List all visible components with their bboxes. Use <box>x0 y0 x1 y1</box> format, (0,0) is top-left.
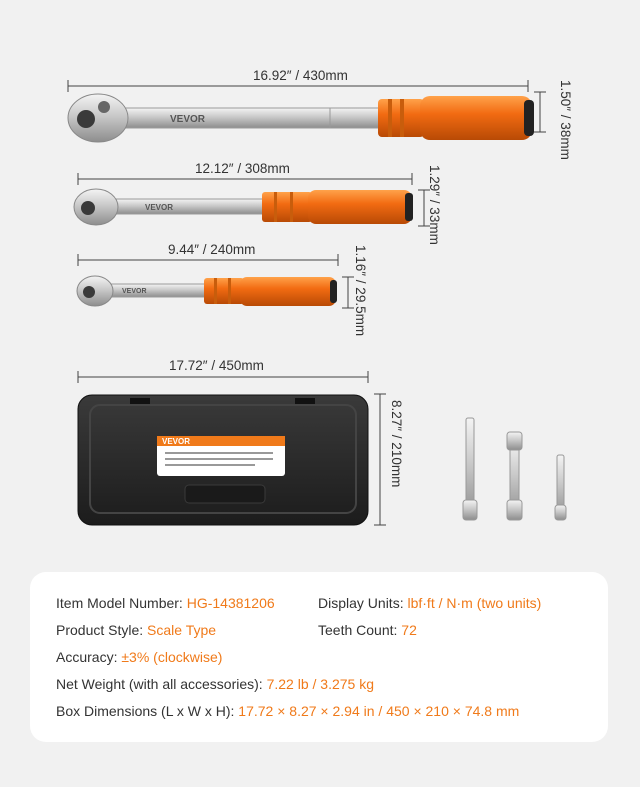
torque-wrench-medium <box>74 189 413 225</box>
spec-accuracy-label: Accuracy: <box>56 649 118 665</box>
spec-model-value: HG-14381206 <box>186 595 275 611</box>
storage-case <box>78 395 368 525</box>
spec-teeth <box>318 622 417 638</box>
dim-case-length: 17.72″ / 450mm <box>169 358 264 373</box>
case-brand-logo: VEVOR <box>162 437 191 446</box>
dim-small-length: 9.44″ / 240mm <box>168 242 256 257</box>
torque-wrench-large <box>68 94 534 142</box>
spec-units-value: lbf·ft / N·m (two units) <box>407 595 542 611</box>
dim-case-height: 8.27″ / 210mm <box>389 400 404 488</box>
spec-style-value: Scale Type <box>147 622 217 638</box>
spec-accuracy-value: ±3% (clockwise) <box>121 649 223 665</box>
specs-panel <box>30 572 608 742</box>
spec-units-label: Display Units: <box>318 595 404 611</box>
dim-small-width: 1.16″ / 29.5mm <box>353 245 368 337</box>
wrench-brand-mark: VEVOR <box>145 203 174 212</box>
spec-weight-label: Net Weight (with all accessories): <box>56 676 263 692</box>
spec-model-label: Item Model Number: <box>56 595 183 611</box>
dim-large-length: 16.92″ / 430mm <box>253 68 348 83</box>
wrench-brand-mark: VEVOR <box>122 288 147 295</box>
spec-box-value: 17.72 × 8.27 × 2.94 in / 450 × 210 × 74.8 mm <box>238 703 520 719</box>
spec-weight-value: 7.22 lb / 3.275 kg <box>266 676 375 692</box>
spec-weight <box>56 676 374 692</box>
spec-style <box>56 622 216 638</box>
torque-wrench-small <box>77 276 337 306</box>
spec-teeth-value: 72 <box>401 622 417 638</box>
dim-medium-width: 1.29″ / 33mm <box>427 165 442 245</box>
spec-accuracy <box>56 649 222 665</box>
dim-medium-length: 12.12″ / 308mm <box>195 161 290 176</box>
spec-box-label: Box Dimensions (L x W x H): <box>56 703 235 719</box>
spec-units <box>318 595 541 611</box>
spec-teeth-label: Teeth Count: <box>318 622 398 638</box>
spec-box <box>56 703 519 719</box>
spec-model <box>56 595 275 611</box>
extension-bars <box>463 418 566 520</box>
dim-large-width: 1.50″ / 38mm <box>558 80 573 160</box>
wrench-brand-mark: VEVOR <box>170 114 206 125</box>
spec-style-label: Product Style: <box>56 622 144 638</box>
